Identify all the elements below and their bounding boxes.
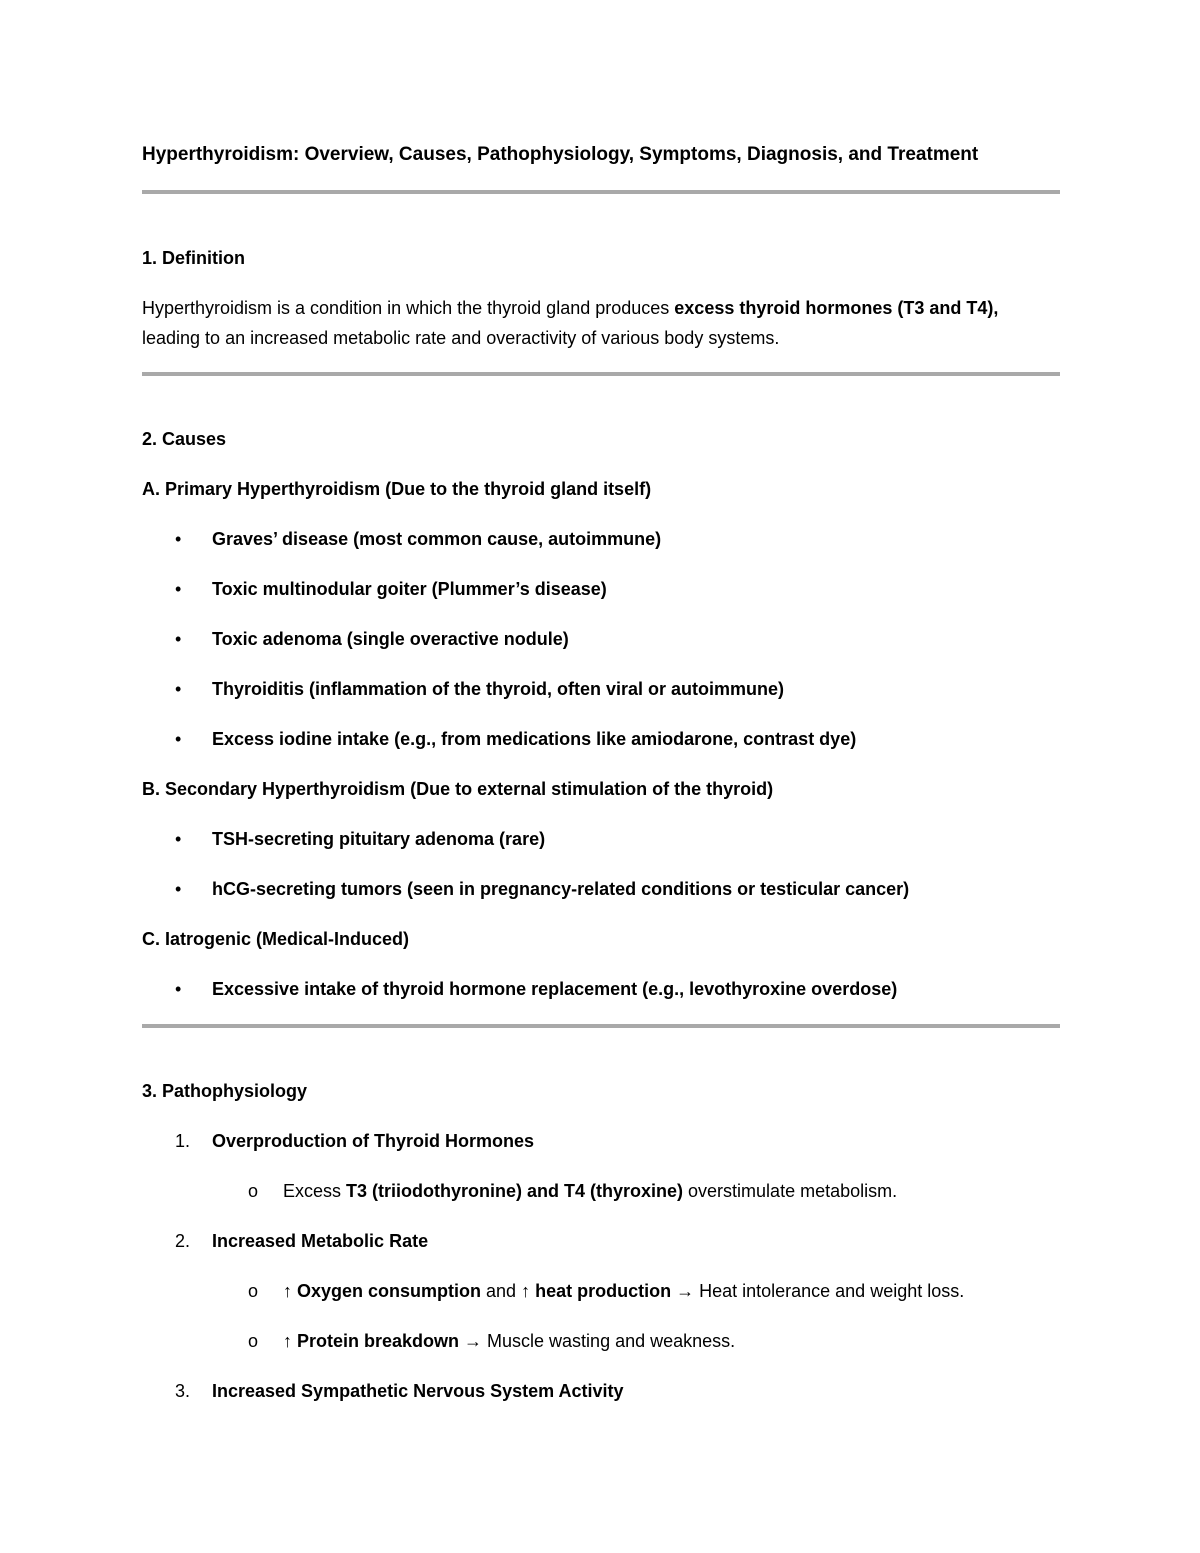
- list-item: [142, 824, 1060, 854]
- list-item-text: Thyroiditis (inflammation of the thyroid, often viral or autoimmune): [212, 679, 785, 699]
- page-title: Hyperthyroidism: Overview, Causes, Pathophysiology, Symptoms, Diagnosis, and Treatment: [142, 144, 979, 165]
- sub-item-bold: ↑ Oxygen consumption: [283, 1281, 482, 1301]
- definition-text-after: leading to an increased metabolic rate and overactivity of various body systems.: [142, 328, 780, 348]
- sub-item-text: Excess: [283, 1181, 347, 1201]
- bullet-icon: •: [175, 729, 182, 749]
- list-item-text: Excessive intake of thyroid hormone replacement (e.g., levothyroxine overdose): [212, 979, 898, 999]
- definition-heading: 1. Definition: [142, 248, 245, 268]
- item-number: 3.: [175, 1381, 191, 1401]
- list-item-text: Excess iodine intake (e.g., from medications like amiodarone, contrast dye): [212, 729, 857, 749]
- numbered-item: [142, 1376, 1060, 1406]
- list-item-text: hCG-secreting tumors (seen in pregnancy-related conditions or testicular cancer): [212, 879, 910, 899]
- bullet-icon: •: [175, 629, 182, 649]
- list-item: [142, 574, 1060, 604]
- circle-bullet-icon: o: [248, 1181, 259, 1201]
- primary-heading: A. Primary Hyperthyroidism (Due to the thyroid gland itself): [142, 479, 652, 499]
- list-item-text: Toxic multinodular goiter (Plummer’s disease): [212, 579, 607, 599]
- numbered-item-label: Increased Metabolic Rate: [212, 1231, 429, 1251]
- numbered-item-label: Increased Sympathetic Nervous System Activity: [212, 1381, 624, 1401]
- sub-item-bold: ↑ Protein breakdown: [283, 1331, 460, 1351]
- list-item-text: Toxic adenoma (single overactive nodule): [212, 629, 569, 649]
- sub-item: [142, 1326, 1060, 1356]
- list-item: [142, 974, 1060, 1004]
- bullet-icon: •: [175, 529, 182, 549]
- item-number: 2.: [175, 1231, 191, 1251]
- numbered-item-label: Overproduction of Thyroid Hormones: [212, 1131, 535, 1151]
- definition-text-before: Hyperthyroidism is a condition in which the thyroid gland produces: [142, 298, 675, 318]
- definition-text-bold: excess thyroid hormones (T3 and T4),: [674, 298, 999, 318]
- sub-item-text: and: [481, 1281, 522, 1301]
- bullet-icon: •: [175, 829, 182, 849]
- secondary-heading: B. Secondary Hyperthyroidism (Due to external stimulation of the thyroid): [142, 779, 774, 799]
- numbered-item: [142, 1126, 1060, 1156]
- circle-bullet-icon: o: [248, 1281, 259, 1301]
- list-item: [142, 624, 1060, 654]
- sub-item-text: → Muscle wasting and weakness.: [459, 1331, 736, 1351]
- list-item: [142, 524, 1060, 554]
- definition-text: [142, 293, 1060, 353]
- pathophysiology-heading: 3. Pathophysiology: [142, 1081, 308, 1101]
- iatrogenic-heading: C. Iatrogenic (Medical-Induced): [142, 929, 410, 949]
- bullet-icon: •: [175, 679, 182, 699]
- bullet-icon: •: [175, 879, 182, 899]
- sub-item: [142, 1276, 1060, 1306]
- item-number: 1.: [175, 1131, 191, 1151]
- primary-causes-list: [142, 524, 1060, 754]
- sub-item: [142, 1176, 1060, 1206]
- sub-item-bold: ↑ heat production: [521, 1281, 672, 1301]
- secondary-causes-list: [142, 824, 1060, 904]
- circle-bullet-icon: o: [248, 1331, 259, 1351]
- list-item: [142, 674, 1060, 704]
- causes-heading: 2. Causes: [142, 429, 227, 449]
- numbered-item: [142, 1226, 1060, 1256]
- sub-item-text: → Heat intolerance and weight loss.: [671, 1281, 965, 1301]
- list-item: [142, 724, 1060, 754]
- document-content: [142, 140, 1060, 1406]
- list-item-text: TSH-secreting pituitary adenoma (rare): [212, 829, 546, 849]
- iatrogenic-causes-list: [142, 974, 1060, 1004]
- bullet-icon: •: [175, 979, 182, 999]
- list-item: [142, 874, 1060, 904]
- sub-item-text: overstimulate metabolism.: [683, 1181, 898, 1201]
- sub-item-bold: T3 (triiodothyronine) and T4 (thyroxine): [346, 1181, 684, 1201]
- bullet-icon: •: [175, 579, 182, 599]
- list-item-text: Graves’ disease (most common cause, autoimmune): [212, 529, 662, 549]
